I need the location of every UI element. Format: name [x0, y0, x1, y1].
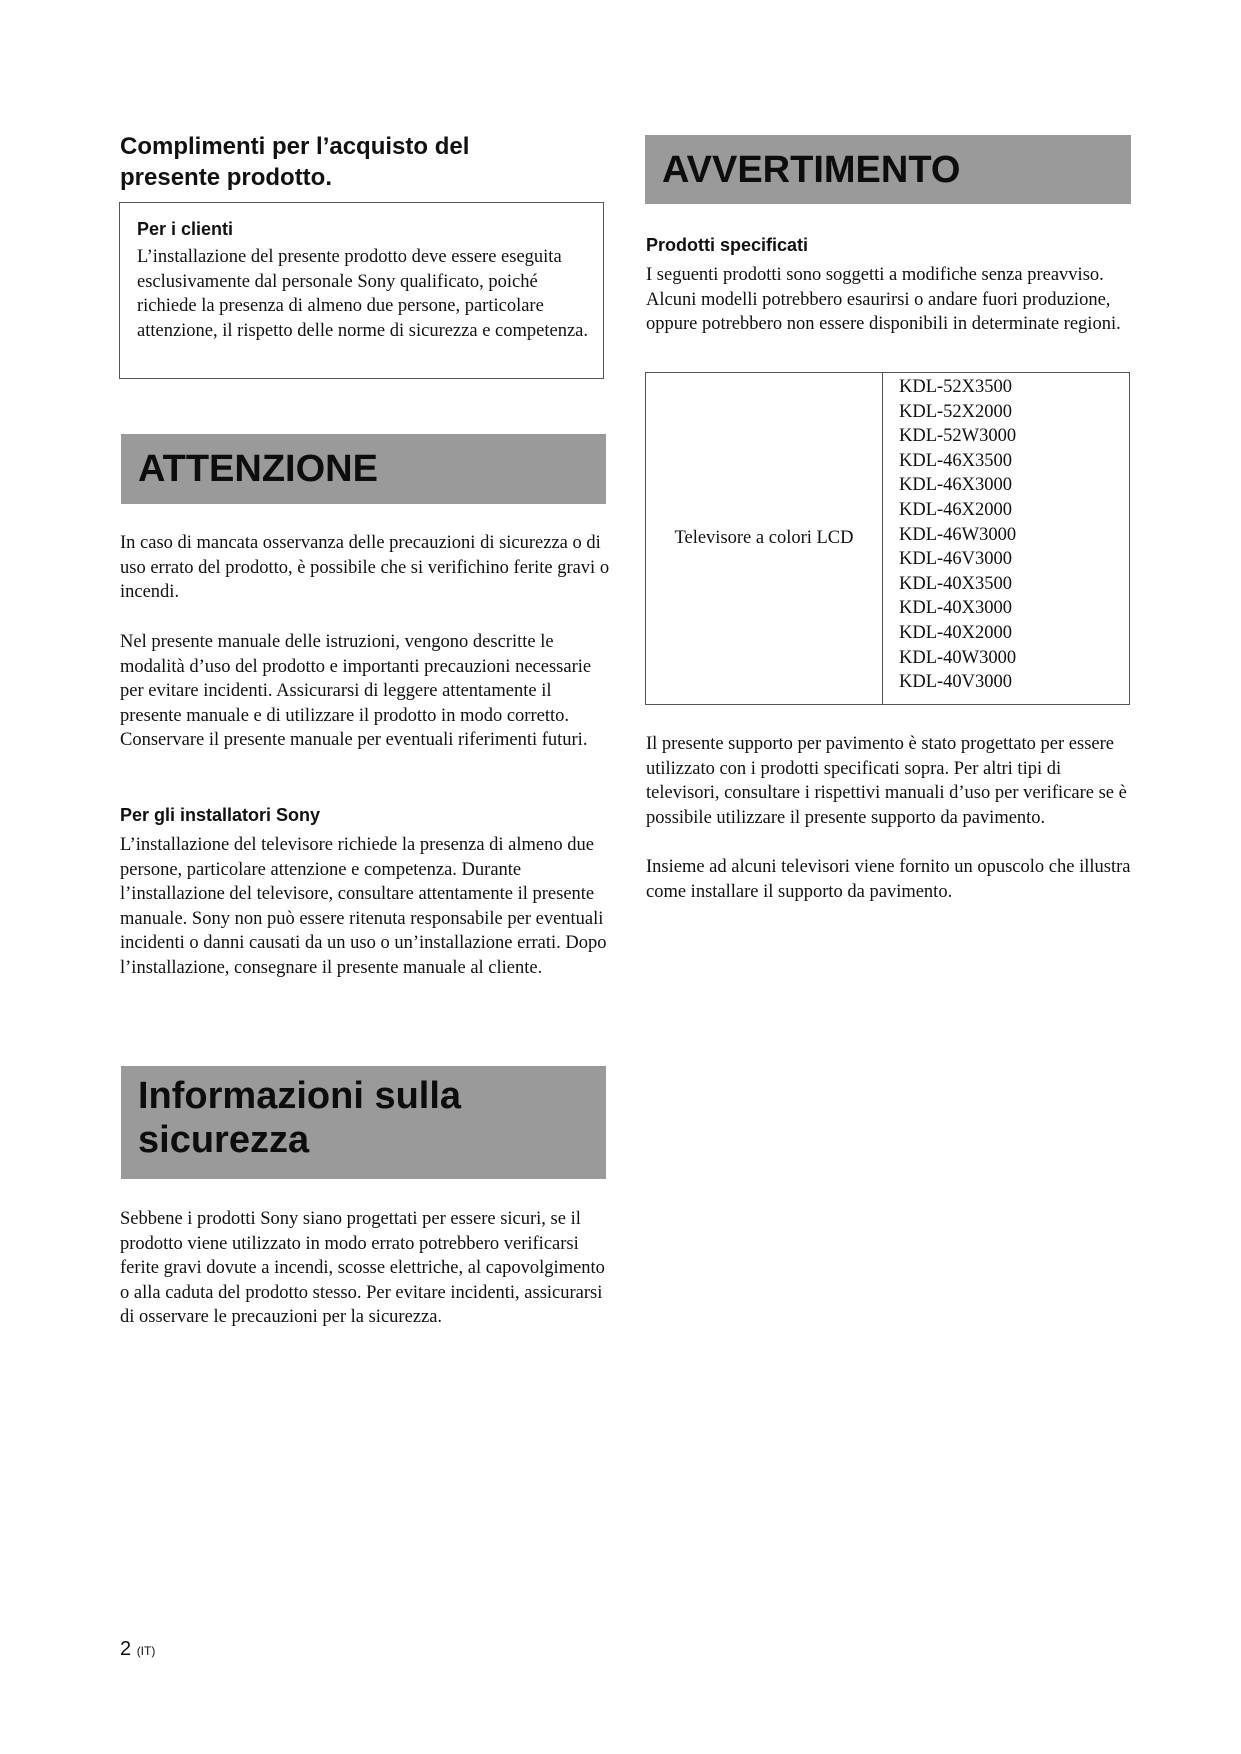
product-category-cell: Televisore a colori LCD: [646, 373, 883, 705]
model-number: KDL-52W3000: [899, 426, 1017, 447]
products-text: I seguenti prodotti sono soggetti a modifiche senza preavviso. Alcuni modelli potrebbero esaurirsi o andare fuori produzione, oppure potrebbero non essere disponibili in determinate regioni.: [646, 265, 1121, 335]
language-code: (IT): [136, 1644, 156, 1658]
booklet-text: Insieme ad alcuni televisori viene fornito un opuscolo che illustra come installare il supporto da pavimento.: [646, 857, 1131, 902]
customers-text: L’installazione del presente prodotto deve essere eseguita esclusivamente dal personale Sony qualificato, poiché richiede la presenza di almeno due persone, particolare attenzione, il rispetto delle norme di sicurezza e competenza.: [137, 247, 588, 341]
installers-heading: Per gli installatori Sony: [120, 805, 321, 825]
attention-paragraph-2: Nel presente manuale delle istruzioni, vengono descritte le modalità d’uso del prodotto e importanti precauzioni necessarie per evitare incidenti. Assicurarsi di leggere attentamente il presente manuale e di utilizzare il prodotto in modo corretto. Conservare il presente manuale per eventuali riferimenti futuri.: [120, 632, 592, 751]
model-number: KDL-52X2000: [899, 401, 1013, 422]
model-number: KDL-46V3000: [899, 549, 1013, 570]
products-heading: Prodotti specificati: [646, 235, 809, 255]
model-number: KDL-46W3000: [899, 524, 1017, 545]
safety-banner: Informazioni sulla sicurezza: [121, 1066, 606, 1179]
stand-text: Il presente supporto per pavimento è stato progettato per essere utilizzato con i prodotti specificati sopra. Per altri tipi di televisori, consultare i rispettivi manuali d’uso per verificare se è possibile utilizzare il presente supporto da pavimento.: [646, 734, 1127, 828]
model-number: KDL-40X2000: [899, 622, 1013, 643]
model-number: KDL-46X2000: [899, 499, 1013, 520]
installers-text: L’installazione del televisore richiede la presenza di almeno due persone, particolare attenzione e competenza. Durante l’installazione del televisore, consultare attentamente il presente manuale. Sony non può essere ritenuta responsabile per eventuali incidenti o danni causati da un uso o un’installazione errati. Dopo l’installazione, consegnare il presente manuale al cliente.: [120, 835, 607, 978]
model-number: KDL-40X3500: [899, 573, 1013, 594]
safety-text: Sebbene i prodotti Sony siano progettati per essere sicuri, se il prodotto viene utilizzato in modo errato potrebbero verificarsi ferite gravi dovute a incendi, scosse elettriche, al capovolgimento o alla caduta del prodotto stesso. Per evitare incidenti, assicurarsi di osservare le precauzioni per la sicurezza.: [120, 1209, 605, 1328]
model-number: KDL-46X3500: [899, 450, 1013, 471]
model-number: KDL-52X3500: [899, 377, 1013, 397]
warning-banner: AVVERTIMENTO: [645, 135, 1131, 204]
page-number: 2: [120, 1638, 132, 1660]
model-number: KDL-40W3000: [899, 647, 1017, 668]
attention-paragraph-1: In caso di mancata osservanza delle precauzioni di sicurezza o di uso errato del prodotto, è possibile che si verifichino ferite gravi o incendi.: [120, 533, 610, 603]
customers-heading: Per i clienti: [137, 219, 234, 239]
model-number: KDL-40X3000: [899, 598, 1013, 619]
model-number: KDL-40V3000: [899, 672, 1013, 693]
products-table: [645, 372, 1130, 705]
page-footer: [120, 1638, 155, 1661]
attention-banner: ATTENZIONE: [121, 434, 606, 504]
customers-notice-box: [119, 202, 604, 379]
page-title: Complimenti per l’acquisto del presente prodotto.: [120, 133, 470, 191]
model-number: KDL-46X3000: [899, 475, 1013, 496]
model-list-cell: [883, 373, 1130, 705]
